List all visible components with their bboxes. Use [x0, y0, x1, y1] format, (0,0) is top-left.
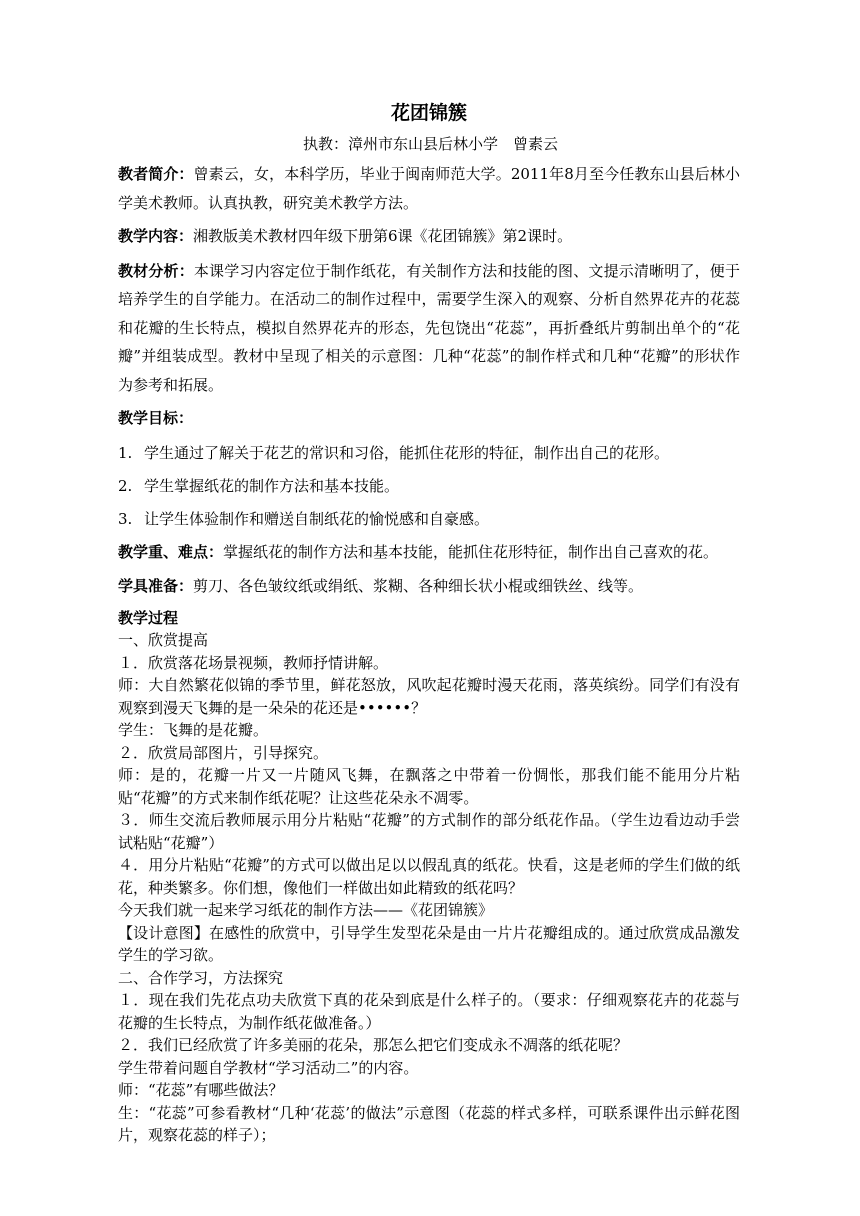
material-analysis-text: 本课学习内容定位于制作纸花，有关制作方法和技能的图、文提示清晰明了，便于培养学生的自学能力。在活动二的制作过程中，需要学生深入的观察、分析自然界花卉的花蕊和花瓣的生长特点，模拟自然界花卉的形态，先包饶出“花蕊”，再折叠纸片剪制出单个的“花瓣”并组装成型。教材中呈现了相关的示意图：几种“花蕊”的制作样式和几种“花瓣”的形状作为参考和拓展。: [118, 261, 740, 394]
goal-number: 2.: [118, 476, 133, 495]
teacher-intro-text: 曾素云，女，本科学历，毕业于闽南师范大学。2011年8月至今任教东山县后林小学美术教师。认真执教，研究美术教学方法。: [118, 165, 740, 212]
process-paragraph: １．欣赏落花场景视频，教师抒情讲解。: [118, 653, 389, 672]
goal-text: 让学生体验制作和赠送自制纸花的愉悦感和自豪感。: [144, 509, 490, 528]
teaching-content: [118, 222, 740, 251]
process-paragraph: 二、合作学习，方法探究: [118, 968, 284, 987]
goal-item: [118, 472, 740, 500]
tools-prep: [118, 572, 740, 601]
document-body: [118, 100, 740, 1147]
process-paragraph: 师：“花蕊”有哪些做法？: [118, 1081, 284, 1099]
process-paragraph: ４．用分片粘贴“花瓣”的方式可以做出足以以假乱真的纸花。快看，这是老师的学生们做的纸花，种类繁多。你们想，像他们一样做出如此精致的纸花吗？: [118, 856, 740, 897]
process-paragraph: 学生：飞舞的是花瓣。: [118, 721, 269, 739]
key-points: [118, 538, 740, 567]
process-paragraph: 一、欣赏提高: [118, 631, 209, 649]
teaching-goals-label: 教学目标：: [118, 409, 194, 427]
process-paragraph: 学生带着问题自学教材“学习活动二”的内容。: [118, 1058, 419, 1077]
goal-item: [118, 439, 740, 467]
teacher-intro-label: 教者简介：: [118, 165, 194, 183]
process-paragraph: 师：是的，花瓣一片又一片随风飞舞，在飘落之中带着一份惆怅，那我们能不能用分片粘贴“花瓣”的方式来制作纸花呢？让这些花朵永不凋零。: [118, 766, 740, 807]
key-points-text: 掌握纸花的制作方法和基本技能，能抓住花形特征，制作出自己喜欢的花。: [223, 542, 719, 561]
teaching-content-text: 湘教版美术教材四年级下册第6课《花团锦簇》第2课时。: [193, 227, 573, 245]
teaching-content-label: 教学内容：: [118, 227, 194, 245]
process-paragraph: 【设计意图】在感性的欣赏中，引导学生发型花朵是由一片片花瓣组成的。通过欣赏成品激发学生的学习欲。: [118, 923, 740, 964]
process-paragraph: ２．欣赏局部图片，引导探究。: [118, 743, 329, 762]
goal-number: 3.: [118, 509, 133, 528]
key-points-label: 教学重、难点：: [118, 542, 224, 561]
goal-item: [118, 505, 740, 533]
process-paragraph: 师：大自然繁花似锦的季节里，鲜花怒放，风吹起花瓣时漫天花雨，落英缤纷。同学们有没有观察到漫天飞舞的是一朵朵的花还是••••••？: [118, 676, 740, 717]
process-heading: 教学过程: [118, 608, 179, 627]
material-analysis: [118, 257, 740, 400]
teaching-goals-heading: [118, 404, 740, 433]
author-line: 执教：漳州市东山县后林小学 曾素云: [302, 135, 558, 153]
goal-text: 学生掌握纸花的制作方法和基本技能。: [144, 476, 400, 495]
process-paragraph: ３．师生交流后教师展示用分片粘贴“花瓣”的方式制作的部分纸花作品。（学生边看边动手尝试粘贴“花瓣”）: [118, 811, 740, 852]
document-title: 花团锦簇: [390, 102, 467, 124]
process-paragraph: ２．我们已经欣赏了许多美丽的花朵，那怎么把它们变成永不凋落的纸花呢？: [118, 1036, 629, 1054]
process-paragraph: １．现在我们先花点功夫欣赏下真的花朵到底是什么样子的。（要求：仔细观察花卉的花蕊与花瓣的生长特点，为制作纸花做准备。）: [118, 991, 740, 1032]
process-paragraph: 生：“花蕊”可参看教材“几种‘花蕊’的做法”示意图（花蕊的样式多样，可联系课件出示鲜花图片，观察花蕊的样子）；: [118, 1103, 740, 1144]
tools-prep-text: 剪刀、各色皱纹纸或绢纸、浆糊、各种细长状小棍或细铁丝、线等。: [193, 577, 644, 595]
tools-prep-label: 学具准备：: [118, 577, 194, 595]
teacher-intro: [118, 160, 740, 217]
goal-number: 1.: [118, 443, 133, 462]
material-analysis-label: 教材分析：: [118, 261, 194, 280]
process-paragraph: 今天我们就一起来学习纸花的制作方法——《花团锦簇》: [118, 901, 494, 919]
goal-text: 学生通过了解关于花艺的常识和习俗，能抓住花形的特征，制作出自己的花形。: [144, 443, 670, 462]
